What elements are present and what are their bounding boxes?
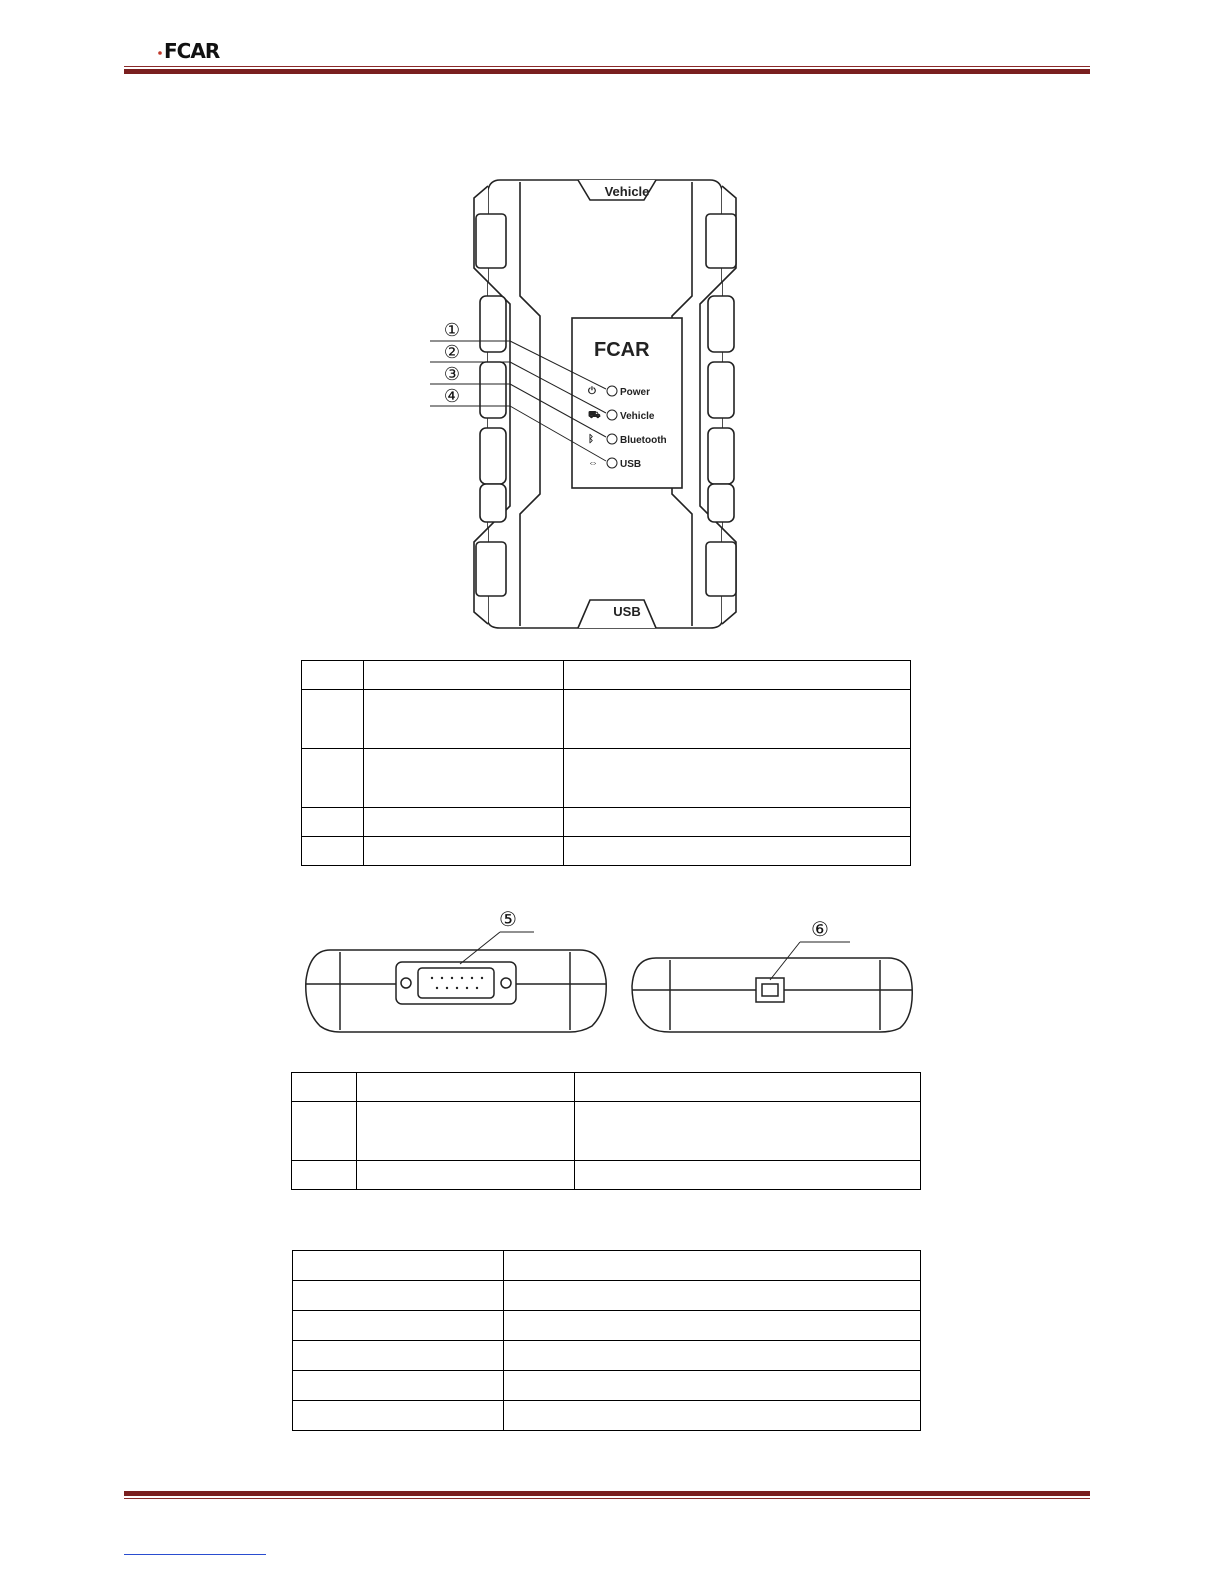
- table-row: [293, 1251, 921, 1281]
- table-row: [292, 1073, 921, 1102]
- callout-5: ⑤: [499, 909, 517, 931]
- table-row: [292, 1161, 921, 1190]
- table-row: [293, 1341, 921, 1371]
- port-table: [291, 1072, 921, 1190]
- header-rule: [124, 66, 1090, 74]
- panel-brand: FCAR: [594, 339, 650, 361]
- footer-link-underline[interactable]: [124, 1554, 266, 1555]
- indicator-label: Vehicle: [620, 411, 655, 422]
- device-side-views: [300, 900, 920, 1050]
- spec-table: [292, 1250, 921, 1431]
- indicator-table: [301, 660, 911, 866]
- indicator-vehicle: [588, 410, 655, 422]
- callout-2: ②: [443, 342, 461, 362]
- indicator-label: Bluetooth: [620, 435, 667, 446]
- callout-3: ③: [443, 364, 461, 384]
- table-row: [292, 1102, 921, 1161]
- indicator-label: USB: [620, 459, 642, 470]
- logo-text: FCAR: [164, 39, 220, 62]
- table-row: [302, 808, 911, 837]
- table-row: [302, 661, 911, 690]
- indicator-label: Power: [620, 387, 651, 398]
- bluetooth-icon: ᛒ: [588, 434, 594, 445]
- device-top-view: [430, 176, 790, 632]
- callout-1: ①: [443, 320, 461, 340]
- table-row: [302, 837, 911, 866]
- table-row: [302, 749, 911, 808]
- table-row: [293, 1401, 921, 1431]
- footer-rule: [124, 1491, 1090, 1499]
- table-row: [293, 1311, 921, 1341]
- port-bottom-label: USB: [613, 604, 641, 619]
- usb-icon: ⇔: [588, 458, 598, 469]
- table-row: [293, 1281, 921, 1311]
- table-row: [293, 1371, 921, 1401]
- power-icon: ⏻: [588, 386, 596, 397]
- callout-6: ⑥: [811, 919, 829, 941]
- port-top-label: Vehicle: [604, 184, 650, 199]
- fcar-logo: [156, 38, 236, 62]
- vehicle-icon: ⛟: [588, 410, 601, 421]
- callout-4: ④: [443, 386, 461, 406]
- table-row: [302, 690, 911, 749]
